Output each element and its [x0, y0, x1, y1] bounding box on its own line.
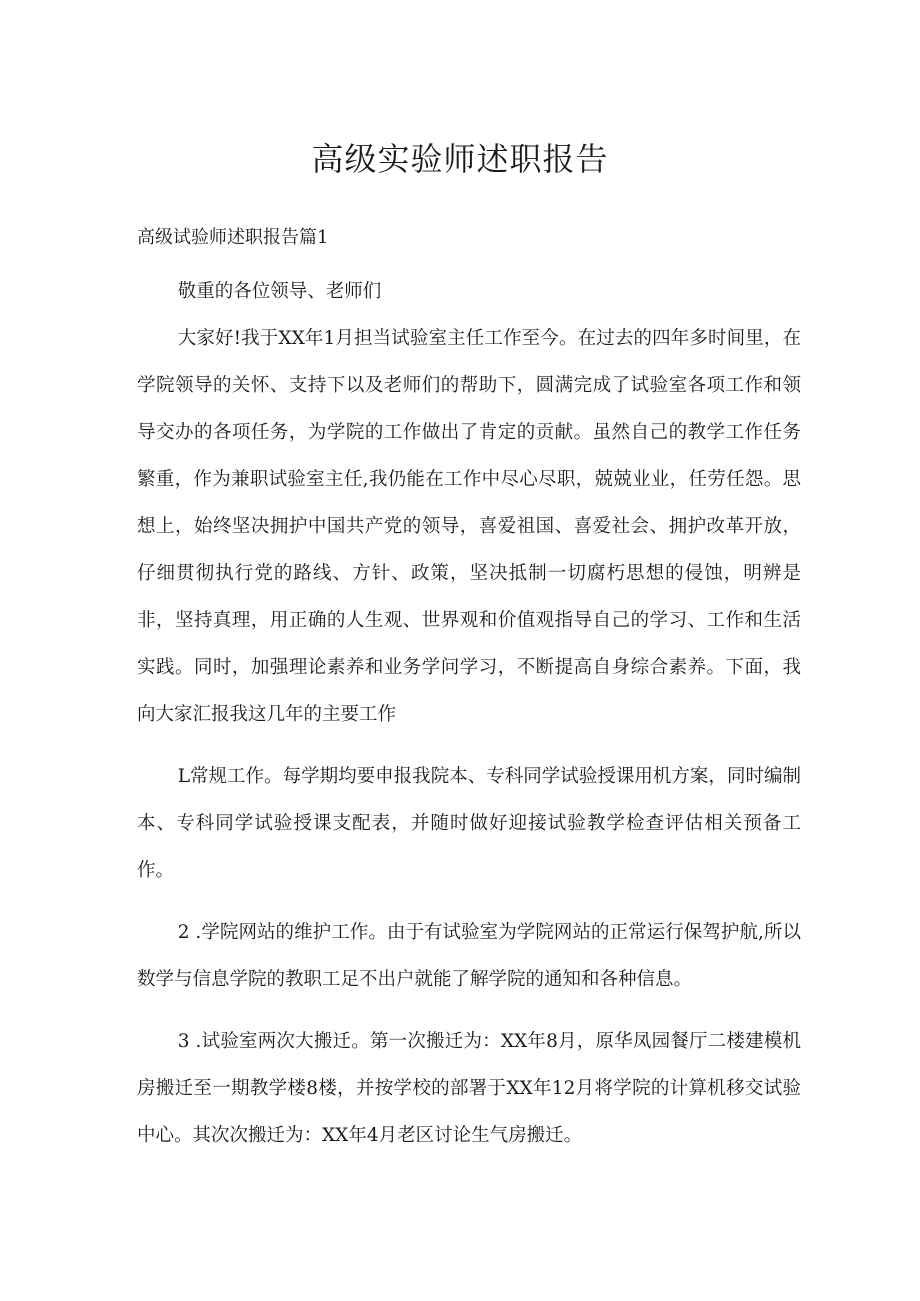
work-item-3-paragraph: 3 .试验室两次大搬迁。第一次搬迁为：XX年8月，原华凤园餐厅二楼建模机房搬迁至一期教学楼8楼，并按学校的部署于XX年12月将学院的计算机移交试验中心。其次次搬迁为：XX年4月老区讨论生气房搬迁。 [137, 1031, 801, 1146]
section-heading: 高级试验师述职报告篇1 [137, 227, 329, 248]
work-item-1-paragraph: L常规工作。每学期均要申报我院本、专科同学试验授课用机方案，同时编制本、专科同学试验授课支配表，并随时做好迎接试验教学检查评估相关预备工作。 [137, 766, 801, 881]
work-item-2-paragraph: 2 .学院网站的维护工作。由于有试验室为学院网站的正常运行保驾护航,所以数学与信息学院的教职工足不出户就能了解学院的通知和各种信息。 [137, 922, 801, 990]
intro-paragraph: 大家好!我于XX年1月担当试验室主任工作至今。在过去的四年多时间里，在学院领导的关怀、支持下以及老师们的帮助下，圆满完成了试验室各项工作和领导交办的各项任务，为学院的工作做出了肯定的贡献。虽然自己的教学工作任务繁重，作为兼职试验室主任,我仍能在工作中尽心尽职，兢兢业业，任劳任怨。思想上，始终坚决拥护中国共产党的领导，喜爱祖国、喜爱社会、拥护改革开放，仔细贯彻执行党的路线、方针、政策，坚决抵制一切腐朽思想的侵蚀，明辨是非，坚持真理，用正确的人生观、世界观和价值观指导自己的学习、工作和生活实践。同时，加强理论素养和业务学问学习，不断提高自身综合素养。下面，我向大家汇报我这几年的主要工作 [137, 328, 801, 725]
document-title: 高级实验师述职报告 [311, 140, 609, 178]
salutation-paragraph: 敬重的各位领导、老师们 [177, 281, 382, 302]
document-body [137, 268, 801, 1159]
